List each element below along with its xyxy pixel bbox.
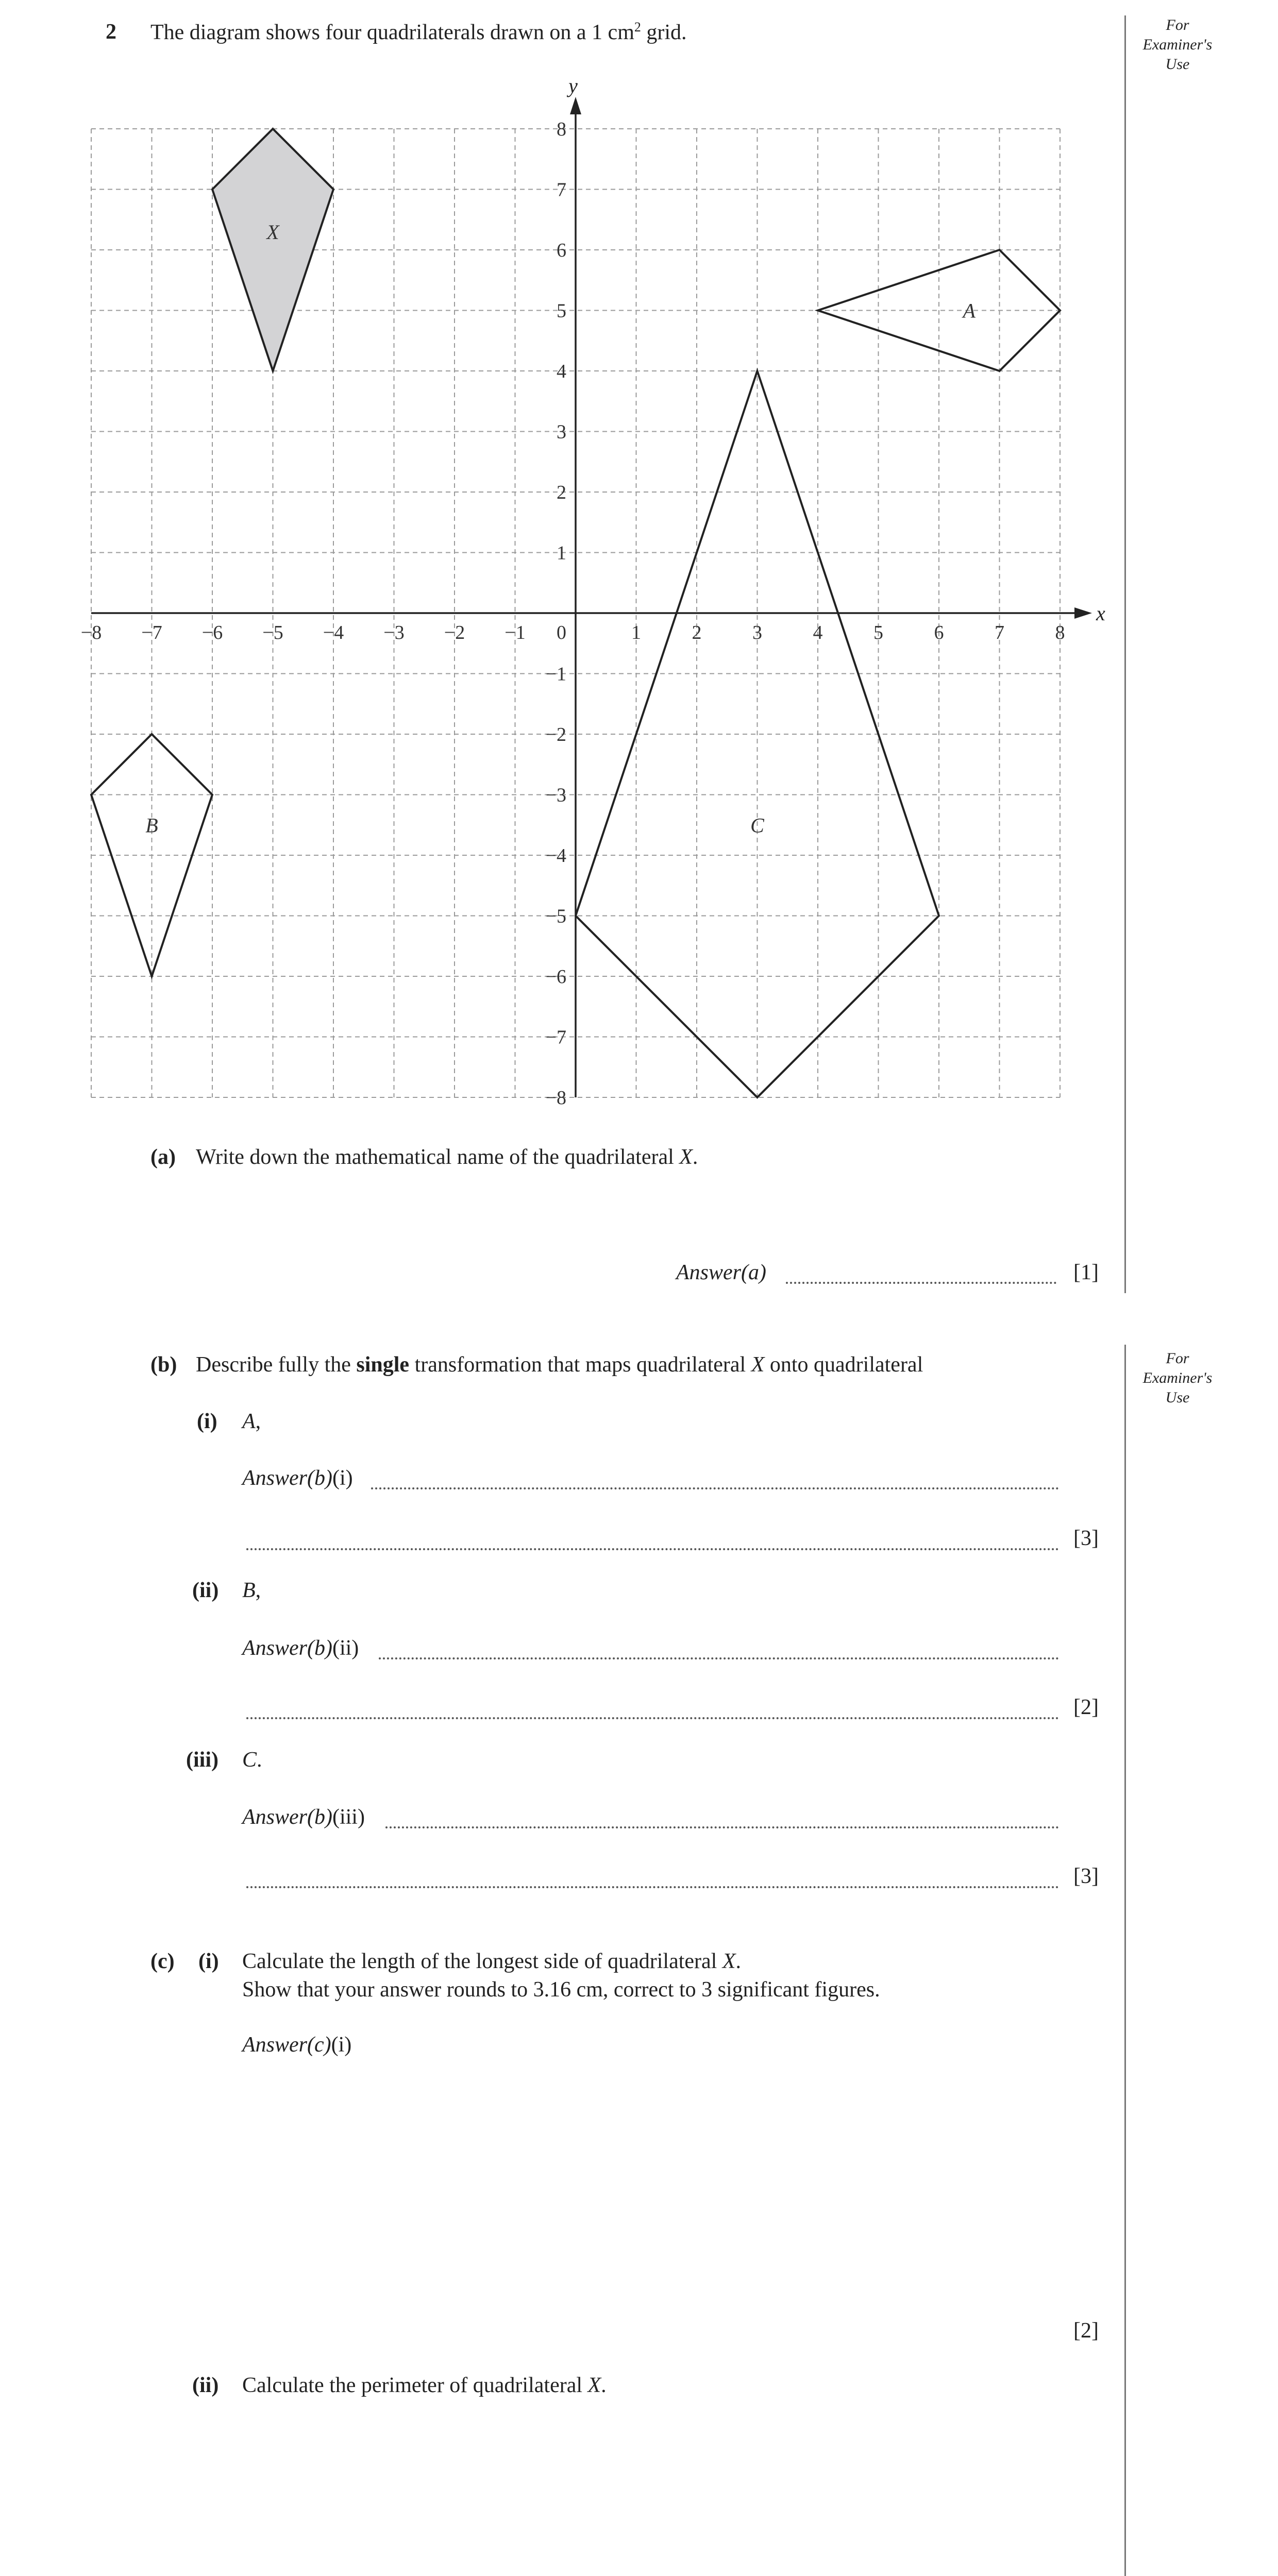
part-b-iii-answer-label: Answer(b)(iii): [242, 1805, 365, 1829]
part-b-ii-label: (ii): [192, 1579, 219, 1602]
part-c-i-working-area[interactable]: [242, 2066, 1067, 2308]
y-tick-label: 5: [557, 300, 566, 322]
part-b-i-answer-line-2[interactable]: [246, 1548, 1059, 1550]
part-b-iii-target: C.: [242, 1748, 262, 1772]
x-axis-label: x: [1096, 602, 1105, 625]
part-b-iii-mark: [3]: [1073, 1865, 1099, 1888]
part-b-iii-answer-line-2[interactable]: [246, 1886, 1059, 1888]
x-tick-label: 7: [995, 622, 1004, 643]
x-tick-label: 8: [1055, 622, 1065, 643]
y-tick-label: −6: [545, 966, 566, 988]
part-b-i-mark: [3]: [1073, 1527, 1099, 1550]
examiner-margin-line-bottom: [1124, 1345, 1126, 2576]
y-tick-label: −2: [545, 724, 566, 745]
y-tick-label: −8: [545, 1087, 566, 1109]
x-tick-label: −3: [383, 622, 405, 643]
x-tick-label: −8: [80, 622, 102, 643]
y-tick-label: −1: [545, 663, 566, 685]
quadrilateral-b-label: B: [145, 814, 158, 837]
part-c-label: (c): [150, 1950, 175, 1973]
x-tick-label: 3: [752, 622, 762, 643]
part-b-ii-answer-label: Answer(b)(ii): [242, 1636, 359, 1660]
examiner-use-label-bottom: For Examiner's Use: [1142, 1350, 1213, 1406]
y-tick-label: −3: [545, 784, 566, 806]
part-b-label: (b): [150, 1353, 177, 1377]
part-c-ii-working-area[interactable]: [242, 2406, 1067, 2576]
part-a-mark: [1]: [1073, 1261, 1099, 1284]
x-tick-label: −5: [262, 622, 283, 643]
x-tick-label: −6: [201, 622, 223, 643]
part-b-i-answer-label: Answer(b)(i): [242, 1466, 353, 1490]
y-tick-label: 2: [557, 482, 566, 503]
part-c-i-label: (i): [198, 1950, 219, 1973]
y-tick-label: 1: [557, 542, 566, 564]
part-b-ii-answer-line-2[interactable]: [246, 1717, 1059, 1719]
y-axis-label: y: [568, 74, 578, 97]
x-tick-label: −2: [444, 622, 465, 643]
part-a-answer-label: Answer(a): [676, 1261, 766, 1284]
y-tick-label: −4: [545, 845, 566, 867]
y-axis-arrowhead: [570, 97, 581, 114]
part-b-i-target: A,: [242, 1410, 261, 1433]
part-c-ii-label: (ii): [192, 2374, 219, 2397]
question-intro: The diagram shows four quadrilaterals drawn on a 1 $cm^2$ grid.: [150, 20, 687, 44]
quadrilateral-a-label: A: [963, 299, 976, 323]
part-b-iii-label: (iii): [186, 1748, 218, 1772]
y-tick-label: −7: [545, 1026, 566, 1048]
quadrilateral-c-label: C: [750, 814, 764, 837]
y-tick-label: 6: [557, 240, 566, 261]
y-tick-label: 4: [557, 361, 566, 382]
part-a-answer-line[interactable]: [786, 1282, 1056, 1284]
part-b-i-label: (i): [197, 1410, 217, 1433]
part-c-i-question-line-2: Show that your answer rounds to 3.16 cm, correct to 3 significant figures.: [242, 1978, 880, 2002]
coordinate-grid-diagram: [0, 0, 1278, 1133]
quadrilateral-x-label: X: [266, 220, 279, 244]
x-tick-label: 4: [813, 622, 823, 643]
part-b-i-answer-line-1[interactable]: [371, 1487, 1059, 1489]
part-b-question: Describe fully the single transformation that maps quadrilateral X onto quadrilateral: [196, 1353, 923, 1377]
part-b-iii-answer-line-1[interactable]: [385, 1826, 1059, 1828]
y-tick-label: 7: [557, 179, 566, 201]
y-tick-label: 3: [557, 421, 566, 443]
part-a-label: (a): [150, 1145, 176, 1169]
part-a-question: Write down the mathematical name of the quadrilateral X.: [196, 1145, 698, 1169]
x-tick-label: 1: [631, 622, 641, 643]
part-b-ii-answer-line-1[interactable]: [379, 1657, 1059, 1659]
x-tick-label: −7: [141, 622, 162, 643]
part-c-i-answer-label: Answer(c)(i): [242, 2033, 352, 2057]
examiner-use-label-top: For Examiner's Use: [1142, 16, 1213, 73]
origin-label: 0: [557, 622, 566, 643]
part-b-ii-target: B,: [242, 1579, 261, 1602]
y-tick-label: −5: [545, 905, 566, 927]
question-number: 2: [106, 20, 116, 44]
x-axis-arrowhead: [1074, 607, 1092, 619]
part-b-ii-mark: [2]: [1073, 1696, 1099, 1719]
y-tick-label: 8: [557, 118, 566, 140]
x-tick-label: −1: [505, 622, 526, 643]
part-c-i-mark: [2]: [1073, 2319, 1099, 2343]
x-tick-label: 5: [873, 622, 883, 643]
part-c-ii-question: Calculate the perimeter of quadrilateral X.: [242, 2374, 607, 2397]
part-c-i-question-line-1: Calculate the length of the longest side of quadrilateral X.: [242, 1950, 742, 1973]
x-tick-label: 6: [934, 622, 944, 643]
x-tick-label: 2: [692, 622, 702, 643]
x-tick-label: −4: [323, 622, 344, 643]
